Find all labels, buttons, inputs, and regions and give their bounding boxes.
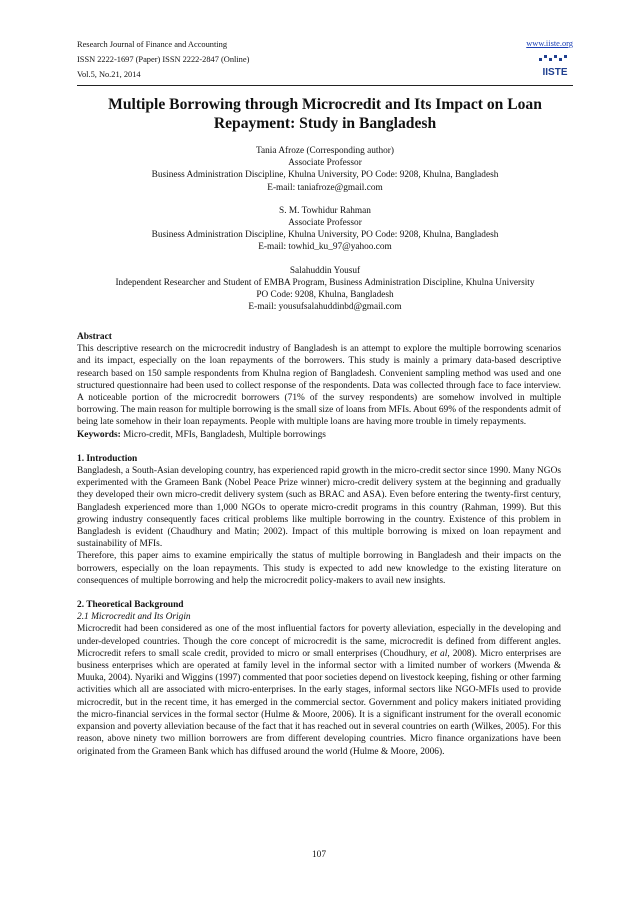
theory-heading: 2. Theoretical Background	[77, 600, 184, 611]
author-block	[77, 205, 573, 254]
keywords-line	[77, 429, 561, 441]
keywords-label: Keywords:	[77, 429, 121, 440]
author-email: E-mail: yousufsalahuddinbd@gmail.com	[248, 302, 402, 313]
author-affiliation: Business Administration Discipline, Khulna University, PO Code: 9208, Khulna, Bangladesh	[151, 230, 499, 241]
author-name: Salahuddin Yousuf	[289, 265, 361, 276]
logo-dot	[559, 58, 562, 61]
iiste-logo	[537, 53, 573, 79]
title-line-1: Multiple Borrowing through Microcredit and Its Impact on Loan	[108, 96, 542, 113]
author-block	[77, 265, 573, 314]
theory-paragraph-1: Microcredit had been considered as one of the most influential factors for poverty alleviation, especially in the developing and under-developed countries. Though the core concept of microcredit is the same, microcredit is defined from different angles. Microcredit refers to small scale credit, provided to micro or small enterprises (Choudhury, et al, 2008). Micro enterprises are business enterprises which are operated at family level in the informal sector with a limited number of workers (Mwenda & Muuka, 2004). Nyariki and Wiggins (1997) commented that poor societies depend on livestock keeping, fishing or other farming activities which all are associated with micro-enterprises. In the early stages, informal sectors like NGO-MFIs used to provide microcredit, but in the recent time, it has emerged in the commercial sector. Government and policy makers initiated providing the micro-financial services in the formal sector (Hulme & Moore, 2006). It is a significant instrument for the overall economic expansion and poverty alleviation because of the fact that it has reached out in several countries on earth (Wilkes, 2005). For this reason, above ninety two million borrowers are from different developing countries. Micro finance organizations have been originated from the Grameen Bank which has diffused around the world (Hulme & Moore, 2006).	[77, 624, 562, 757]
abstract-text: This descriptive research on the microcredit industry of Bangladesh is an attempt to explore the multiple borrowing scenarios and its impact, especially on the loan repayments of the borrowers. This study is mainly a primary data-based descriptive research based on 150 sample respondents from Khulna region of Bangladesh. Convenient sampling method was used and one structured questionnaire had been used to collect response of the respondents. Data was collected through face to face interview. A noticeable portion of the microcredit borrowers (71% of the survey respondents) are somehow involved in multiple borrowing. The main reason for multiple borrowing is the small size of loans from MFIs. About 69% of the respondents admit of being late somehow in their loan repayments. People with multiple loans are having more trouble in timely repayments.	[77, 344, 561, 428]
author-affiliation: Business Administration Discipline, Khulna University, PO Code: 9208, Khulna, Bangladesh	[151, 170, 499, 181]
author-email: E-mail: taniafroze@gmail.com	[267, 182, 383, 193]
logo-dot	[554, 55, 557, 58]
title-line-2: Repayment: Study in Bangladesh	[213, 114, 437, 132]
issn-line: ISSN 2222-1697 (Paper) ISSN 2222-2847 (Online)	[77, 55, 250, 64]
abstract-heading: Abstract	[77, 332, 112, 342]
author-list	[77, 145, 573, 324]
volume-line: Vol.5, No.21, 2014	[77, 70, 141, 79]
logo-text: IISTE	[542, 67, 568, 78]
logo-dot	[544, 55, 547, 58]
author-affiliation: Independent Researcher and Student of EMBA Program, Business Administration Discipline, Khulna University	[115, 277, 535, 288]
logo-dot	[564, 55, 567, 58]
header-rule	[77, 85, 573, 86]
et-al: et al	[430, 648, 448, 659]
logo-dot	[539, 58, 542, 61]
page-number: 107	[311, 850, 327, 860]
paper-body	[77, 331, 561, 758]
author-block	[77, 145, 573, 194]
intro-heading: 1. Introduction	[77, 453, 138, 464]
author-name: S. M. Towhidur Rahman	[279, 205, 371, 216]
author-position: Associate Professor	[288, 218, 362, 229]
journal-name: Research Journal of Finance and Accounting	[77, 40, 228, 49]
author-email: E-mail: towhid_ku_97@yahoo.com	[258, 242, 392, 253]
keywords-list: Micro-credit, MFIs, Bangladesh, Multiple borrowings	[123, 429, 326, 440]
author-position: Associate Professor	[288, 158, 362, 169]
paper-title	[77, 96, 573, 133]
journal-url-link[interactable]: www.iiste.org	[526, 39, 573, 48]
running-header	[77, 39, 573, 89]
intro-paragraph-1: Bangladesh, a South-Asian developing country, has experienced rapid growth in the micro-credit sector since 1990. Many NGOs experimented with the Grameen Bank (Nobel Peace Prize winner) micro-credit delivery system at the beginning and gradually they developed their own micro-credit delivery system (such as BRAC and ASA). Even before entering the twenty-first century, Bangladesh experienced more than 1,000 NGOs to operate micro-credit programs in this country (Rahman, 1999). But this growing industry consequently faces critical problems like multiple borrowing in the country. Existence of this problem in Bangladesh is evident (Chaudhury and Matin; 2002). Impact of this multiple borrowing is mixed on loan repayment and sustainability of MFIs.	[77, 466, 561, 550]
theory-subheading: 2.1 Microcredit and Its Origin	[77, 612, 191, 623]
author-name: Tania Afroze (Corresponding author)	[256, 146, 394, 156]
author-address: PO Code: 9208, Khulna, Bangladesh	[256, 290, 394, 301]
logo-dot	[549, 58, 552, 61]
intro-paragraph-2: Therefore, this paper aims to examine empirically the status of multiple borrowing in Bangladesh and their impacts on the borrowers, especially on the loan repayments. This study is expected to add new knowledge to the existing literature on consequences of multiple borrowing and help the microcredit policy-makers to avail new insights.	[77, 551, 561, 586]
